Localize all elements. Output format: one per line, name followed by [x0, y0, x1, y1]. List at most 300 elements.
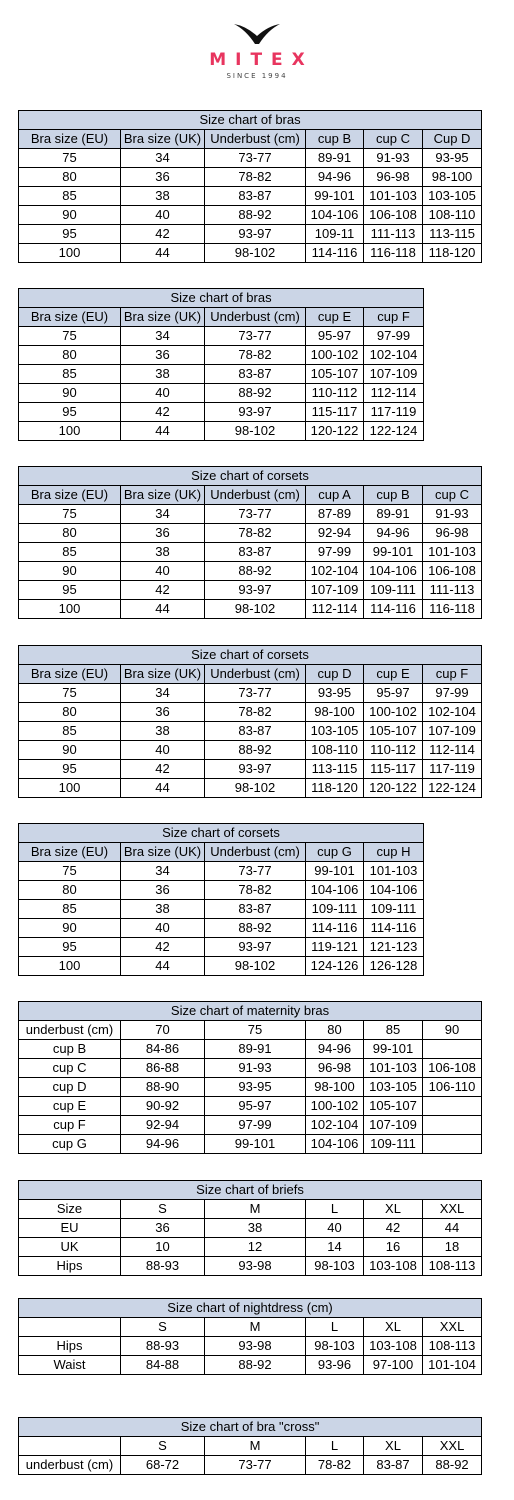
table-cell: 94-96 [306, 168, 364, 187]
table-cell: 101-104 [423, 1356, 482, 1375]
table-cell: 112-114 [306, 600, 364, 619]
row-label-cell: 90 [19, 741, 121, 760]
table-row [19, 779, 482, 798]
column-header: XXL [423, 1200, 482, 1219]
table-cell: 88-92 [423, 1456, 482, 1475]
table-cell: 99-101 [364, 543, 423, 562]
table-cell: 91-93 [205, 1059, 306, 1078]
table-cell: 38 [121, 543, 205, 562]
table-row [19, 760, 482, 779]
table-cell: 106-110 [423, 1078, 482, 1097]
table-cell: 103-105 [306, 722, 364, 741]
table-cell: 78-82 [205, 881, 306, 900]
table-cell: 36 [121, 881, 205, 900]
table-row [19, 600, 482, 619]
table-cell: 93-96 [306, 1356, 364, 1375]
table-cell [423, 1135, 482, 1154]
column-header: S [121, 1318, 205, 1337]
table-title: Size chart of corsets [19, 824, 424, 843]
table-cell: 68-72 [121, 1456, 205, 1475]
table-cell: 106-108 [423, 1059, 482, 1078]
table-row [19, 881, 424, 900]
table-cell: 73-77 [205, 862, 306, 881]
table-cell: 36 [121, 524, 205, 543]
table-row [19, 543, 482, 562]
table-cell: 102-104 [423, 703, 482, 722]
table-cell: 44 [423, 1219, 482, 1238]
column-header: XXL [423, 1318, 482, 1337]
table-cell: 40 [121, 206, 205, 225]
table-cell: 97-99 [306, 543, 364, 562]
table-row [19, 862, 424, 881]
table-row [19, 919, 424, 938]
table-cell: 96-98 [306, 1059, 364, 1078]
column-header: cup C [364, 130, 423, 149]
mitex-logo [0, 22, 514, 80]
table-cell: 40 [121, 741, 205, 760]
column-header: 70 [121, 1021, 205, 1040]
table-cell: 42 [364, 1219, 423, 1238]
column-header: cup E [306, 308, 364, 327]
table-cell: 97-100 [364, 1356, 423, 1375]
table-cell: 99-101 [306, 862, 364, 881]
table-cell: 92-94 [121, 1116, 205, 1135]
row-label-cell: 85 [19, 900, 121, 919]
table-cell: 119-121 [306, 938, 364, 957]
row-label-cell: 85 [19, 365, 121, 384]
table-cell: 118-120 [306, 779, 364, 798]
table-cell [423, 1116, 482, 1135]
table-title: Size chart of bras [19, 111, 482, 130]
table-cell: 89-91 [306, 149, 364, 168]
table-title: Size chart of bra "cross" [19, 1418, 482, 1437]
table-title: Size chart of corsets [19, 467, 482, 486]
table-cell: 113-115 [423, 225, 482, 244]
table-cell: 38 [205, 1219, 306, 1238]
table-cell: 88-90 [121, 1078, 205, 1097]
row-label-cell: 90 [19, 562, 121, 581]
table-cell: 12 [205, 1238, 306, 1257]
table-header-row [19, 1318, 482, 1337]
column-header: Bra size (UK) [121, 665, 205, 684]
table-row [19, 244, 482, 263]
table-cell: 88-92 [205, 919, 306, 938]
table-cell: 98-100 [423, 168, 482, 187]
row-label-cell: 80 [19, 168, 121, 187]
table-cell: 117-119 [364, 403, 424, 422]
table-cell: 121-123 [364, 938, 424, 957]
column-header: Underbust (cm) [205, 130, 306, 149]
maternity-bras-size-table [18, 1001, 482, 1154]
table-cell: 116-118 [364, 244, 423, 263]
table-cell: 84-88 [121, 1356, 205, 1375]
table-row [19, 1097, 482, 1116]
table-cell: 93-95 [423, 149, 482, 168]
table-cell: 103-105 [423, 187, 482, 206]
brand-since: SINCE 1994 [226, 72, 288, 80]
column-header: cup B [306, 130, 364, 149]
row-label-cell: 95 [19, 225, 121, 244]
table-cell: 114-116 [364, 919, 424, 938]
column-header: L [306, 1200, 364, 1219]
table-cell: 89-91 [364, 505, 423, 524]
table-cell: 107-109 [364, 365, 424, 384]
table-cell: 97-99 [423, 684, 482, 703]
table-cell: 122-124 [364, 422, 424, 441]
table-cell: 88-93 [121, 1257, 205, 1276]
table-cell: 95-97 [364, 684, 423, 703]
column-header: Bra size (UK) [121, 486, 205, 505]
table-cell: 95-97 [205, 1097, 306, 1116]
column-header: M [205, 1437, 306, 1456]
table-title-row [19, 289, 424, 308]
table-cell: 88-93 [121, 1337, 205, 1356]
table-cell: 34 [121, 327, 205, 346]
column-header: Underbust (cm) [205, 843, 306, 862]
row-label-cell: 90 [19, 206, 121, 225]
column-header: XL [364, 1318, 423, 1337]
table-cell: 114-116 [306, 244, 364, 263]
table-cell: 100-102 [364, 703, 423, 722]
table-cell: 40 [121, 562, 205, 581]
row-label-cell: 95 [19, 581, 121, 600]
column-header: cup D [306, 665, 364, 684]
table-title-row [19, 1181, 482, 1200]
table-cell: 106-108 [423, 562, 482, 581]
table-cell: 36 [121, 168, 205, 187]
row-label-cell: 100 [19, 422, 121, 441]
table-cell: 112-114 [364, 384, 424, 403]
table-cell: 78-82 [306, 1456, 364, 1475]
table-cell: 112-114 [423, 741, 482, 760]
column-header: Underbust (cm) [205, 665, 306, 684]
table-cell: 122-124 [423, 779, 482, 798]
column-header: M [205, 1318, 306, 1337]
table-cell: 98-100 [306, 1078, 364, 1097]
table-cell: 120-122 [364, 779, 423, 798]
column-header: Bra size (EU) [19, 665, 121, 684]
row-label-cell: cup F [19, 1116, 121, 1135]
column-header: Underbust (cm) [205, 486, 306, 505]
table-title: Size chart of corsets [19, 646, 482, 665]
table-row [19, 1116, 482, 1135]
table-cell: 104-106 [306, 206, 364, 225]
table-cell: 111-113 [364, 225, 423, 244]
column-header: Underbust (cm) [205, 308, 306, 327]
row-label-cell: 95 [19, 938, 121, 957]
table-cell: 96-98 [364, 168, 423, 187]
table-cell: 73-77 [205, 149, 306, 168]
table-cell: 110-112 [364, 741, 423, 760]
column-header: Bra size (EU) [19, 308, 121, 327]
table-cell: 40 [121, 384, 205, 403]
table-cell: 115-117 [364, 760, 423, 779]
row-label-cell: underbust (cm) [19, 1456, 121, 1475]
table-cell: 101-103 [364, 1059, 423, 1078]
table-cell: 89-91 [205, 1040, 306, 1059]
column-header: underbust (cm) [19, 1021, 121, 1040]
table-cell: 103-108 [364, 1337, 423, 1356]
row-label-cell: cup D [19, 1078, 121, 1097]
table-row [19, 581, 482, 600]
row-label-cell: 95 [19, 403, 121, 422]
table-cell: 42 [121, 760, 205, 779]
column-header: cup H [364, 843, 424, 862]
column-header: Size [19, 1200, 121, 1219]
swoosh-logo-icon [232, 22, 282, 48]
table-cell: 98-102 [205, 957, 306, 976]
table-cell: 105-107 [364, 1097, 423, 1116]
column-header: 75 [205, 1021, 306, 1040]
table-cell: 86-88 [121, 1059, 205, 1078]
row-label-cell: 85 [19, 187, 121, 206]
table-cell: 38 [121, 722, 205, 741]
column-header: M [205, 1200, 306, 1219]
table-cell: 36 [121, 703, 205, 722]
table-cell: 34 [121, 862, 205, 881]
table-cell: 73-77 [205, 505, 306, 524]
table-cell: 102-104 [306, 1116, 364, 1135]
row-label-cell: Hips [19, 1257, 121, 1276]
column-header: 90 [423, 1021, 482, 1040]
table-title: Size chart of maternity bras [19, 1002, 482, 1021]
table-cell: 101-103 [364, 187, 423, 206]
table-cell: 98-102 [205, 244, 306, 263]
bra-cross-size-table [18, 1417, 482, 1475]
nightdress-size-table [18, 1298, 482, 1375]
table-cell: 109-11 [306, 225, 364, 244]
row-label-cell: 100 [19, 957, 121, 976]
table-cell: 42 [121, 403, 205, 422]
brand-name: MITEX [209, 50, 314, 70]
table-cell: 94-96 [364, 524, 423, 543]
table-cell: 101-103 [364, 862, 424, 881]
table-cell: 42 [121, 225, 205, 244]
table-cell: 44 [121, 422, 205, 441]
table-cell: 91-93 [364, 149, 423, 168]
table-cell: 36 [121, 346, 205, 365]
table-title: Size chart of bras [19, 289, 424, 308]
column-header: Bra size (UK) [121, 843, 205, 862]
table-cell: 107-109 [306, 581, 364, 600]
table-cell: 126-128 [364, 957, 424, 976]
table-cell: 98-102 [205, 422, 306, 441]
row-label-cell: 75 [19, 862, 121, 881]
table-cell: 83-87 [205, 543, 306, 562]
table-cell: 106-108 [364, 206, 423, 225]
table-cell: 108-113 [423, 1257, 482, 1276]
table-cell: 108-110 [423, 206, 482, 225]
column-header: 85 [364, 1021, 423, 1040]
table-row [19, 1059, 482, 1078]
table-row [19, 403, 424, 422]
table-cell: 93-95 [205, 1078, 306, 1097]
table-cell: 109-111 [364, 581, 423, 600]
table-row [19, 365, 424, 384]
table-cell: 83-87 [205, 900, 306, 919]
table-row [19, 206, 482, 225]
briefs-size-table [18, 1180, 482, 1276]
table-cell: 84-86 [121, 1040, 205, 1059]
row-label-cell: cup G [19, 1135, 121, 1154]
table-cell: 96-98 [423, 524, 482, 543]
table-cell: 115-117 [306, 403, 364, 422]
table-row [19, 1356, 482, 1375]
table-cell: 103-105 [364, 1078, 423, 1097]
table-row [19, 346, 424, 365]
table-cell: 124-126 [306, 957, 364, 976]
table-header-row [19, 486, 482, 505]
table-cell: 98-100 [306, 703, 364, 722]
table-row [19, 741, 482, 760]
table-cell: 83-87 [205, 365, 306, 384]
row-label-cell: 80 [19, 881, 121, 900]
table-cell: 114-116 [364, 600, 423, 619]
table-cell: 94-96 [306, 1040, 364, 1059]
table-cell: 105-107 [306, 365, 364, 384]
table-cell: 97-99 [205, 1116, 306, 1135]
column-header: Bra size (EU) [19, 843, 121, 862]
column-header: Bra size (UK) [121, 308, 205, 327]
column-header: cup F [423, 665, 482, 684]
column-header: Bra size (UK) [121, 130, 205, 149]
table-header-row [19, 1437, 482, 1456]
table-cell: 102-104 [364, 346, 424, 365]
table-cell: 83-87 [205, 187, 306, 206]
table-row [19, 422, 424, 441]
table-row [19, 957, 424, 976]
row-label-cell: cup E [19, 1097, 121, 1116]
table-cell: 38 [121, 187, 205, 206]
table-cell: 104-106 [306, 1135, 364, 1154]
column-header: 80 [306, 1021, 364, 1040]
table-cell: 99-101 [364, 1040, 423, 1059]
table-cell: 78-82 [205, 524, 306, 543]
table-cell [423, 1097, 482, 1116]
table-title: Size chart of briefs [19, 1181, 482, 1200]
table-title-row [19, 111, 482, 130]
table-cell: 73-77 [205, 1456, 306, 1475]
table-row [19, 1040, 482, 1059]
table-cell: 34 [121, 149, 205, 168]
table-cell: 93-95 [306, 684, 364, 703]
table-title: Size chart of nightdress (cm) [19, 1299, 482, 1318]
table-cell: 44 [121, 779, 205, 798]
table-cell: 44 [121, 600, 205, 619]
table-cell: 93-97 [205, 403, 306, 422]
table-cell: 108-113 [423, 1337, 482, 1356]
table-cell: 42 [121, 581, 205, 600]
table-cell: 118-120 [423, 244, 482, 263]
column-header: Cup D [423, 130, 482, 149]
table-cell: 93-97 [205, 225, 306, 244]
table-title-row [19, 1002, 482, 1021]
row-label-cell: 85 [19, 722, 121, 741]
column-header: L [306, 1318, 364, 1337]
column-header: L [306, 1437, 364, 1456]
table-cell: 36 [121, 1219, 205, 1238]
table-row [19, 168, 482, 187]
table-cell: 40 [306, 1219, 364, 1238]
table-row [19, 562, 482, 581]
corsets-size-table-1 [18, 466, 482, 619]
table-cell: 114-116 [306, 919, 364, 938]
column-header: XXL [423, 1437, 482, 1456]
table-row [19, 722, 482, 741]
table-cell: 92-94 [306, 524, 364, 543]
table-header-row [19, 665, 482, 684]
table-cell: 99-101 [306, 187, 364, 206]
row-label-cell: 80 [19, 524, 121, 543]
table-cell: 34 [121, 684, 205, 703]
column-header: Bra size (EU) [19, 130, 121, 149]
table-cell: 18 [423, 1238, 482, 1257]
table-row [19, 524, 482, 543]
column-header [19, 1318, 121, 1337]
table-header-row [19, 1021, 482, 1040]
table-cell: 93-97 [205, 938, 306, 957]
table-cell: 104-106 [364, 562, 423, 581]
table-cell: 78-82 [205, 168, 306, 187]
table-cell: 38 [121, 365, 205, 384]
table-cell: 98-102 [205, 779, 306, 798]
table-cell: 88-92 [205, 1356, 306, 1375]
column-header: cup E [364, 665, 423, 684]
table-cell: 93-98 [205, 1257, 306, 1276]
table-title-row [19, 824, 424, 843]
row-label-cell: EU [19, 1219, 121, 1238]
row-label-cell: 75 [19, 684, 121, 703]
table-cell: 78-82 [205, 703, 306, 722]
table-cell: 111-113 [423, 581, 482, 600]
table-cell: 101-103 [423, 543, 482, 562]
table-title-row [19, 467, 482, 486]
table-cell: 93-97 [205, 581, 306, 600]
row-label-cell: UK [19, 1238, 121, 1257]
column-header [19, 1437, 121, 1456]
row-label-cell: cup B [19, 1040, 121, 1059]
table-row [19, 149, 482, 168]
table-cell: 83-87 [205, 722, 306, 741]
table-cell: 117-119 [423, 760, 482, 779]
table-cell: 113-115 [306, 760, 364, 779]
table-cell: 107-109 [423, 722, 482, 741]
column-header: Bra size (EU) [19, 486, 121, 505]
corsets-size-table-3 [18, 823, 424, 976]
table-cell: 103-108 [364, 1257, 423, 1276]
table-row [19, 900, 424, 919]
table-row [19, 1238, 482, 1257]
table-cell [423, 1040, 482, 1059]
row-label-cell: 85 [19, 543, 121, 562]
table-row [19, 1135, 482, 1154]
table-cell: 44 [121, 244, 205, 263]
table-header-row [19, 308, 424, 327]
table-cell: 91-93 [423, 505, 482, 524]
row-label-cell: 75 [19, 327, 121, 346]
bras-size-table-2 [18, 288, 424, 441]
table-cell: 88-92 [205, 206, 306, 225]
table-cell: 42 [121, 938, 205, 957]
table-cell: 100-102 [306, 346, 364, 365]
row-label-cell: 75 [19, 505, 121, 524]
table-cell: 104-106 [306, 881, 364, 900]
table-cell: 44 [121, 957, 205, 976]
row-label-cell: cup C [19, 1059, 121, 1078]
table-cell: 10 [121, 1238, 205, 1257]
row-label-cell: 80 [19, 703, 121, 722]
table-header-row [19, 130, 482, 149]
